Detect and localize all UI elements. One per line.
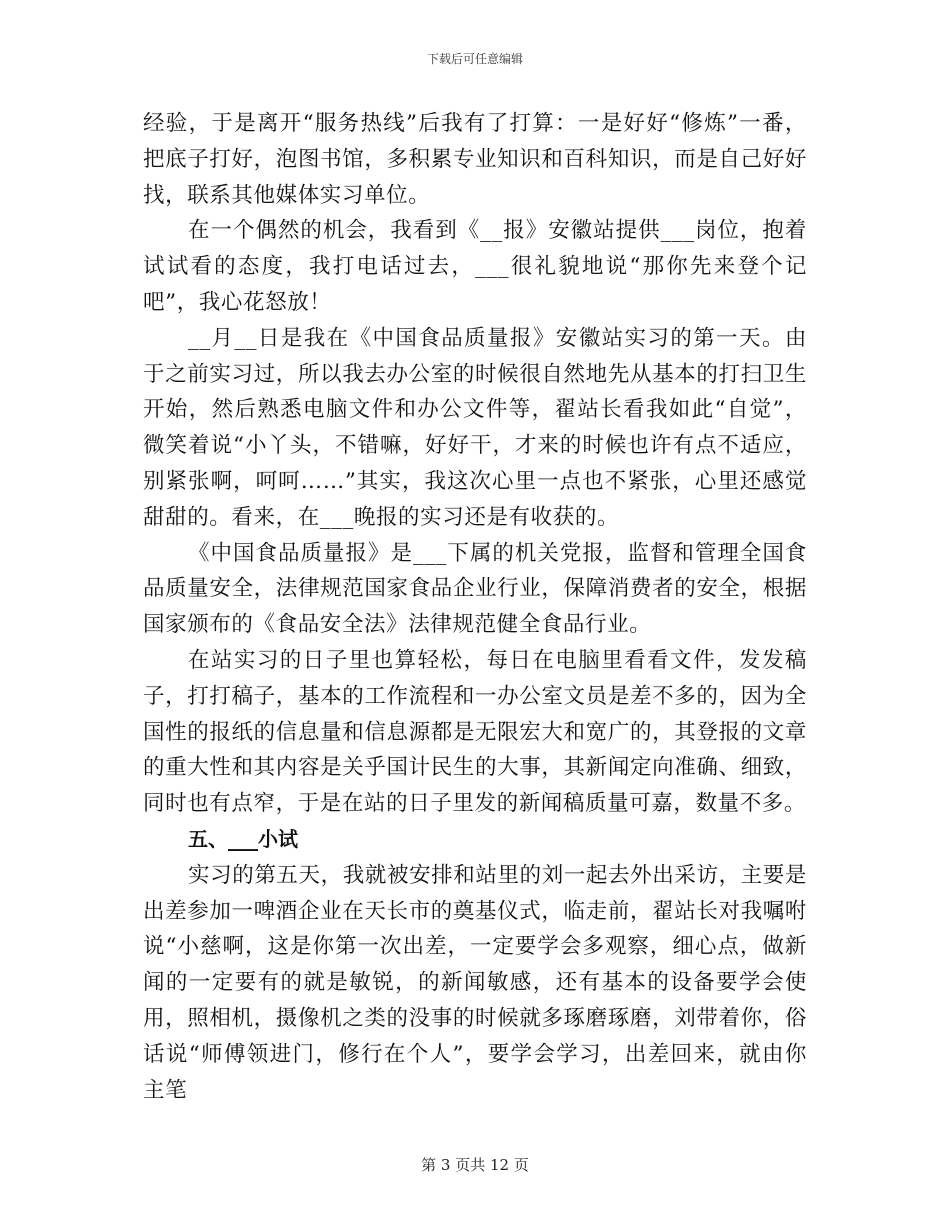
paragraph-fifth-day: 实习的第五天，我就被安排和站里的刘一起去外出采访，主要是出差参加一啤酒企业在天长市的奠基仪式，临走前，翟站长对我嘱咐说“小慈啊，这是你第一次出差，一定要学会多观察，细心点，做新闻的一定要有的就是敏锐，的新闻敏感，还有基本的设备要学会使用，照相机，摄像机之类的没事的时候就多琢磨琢磨，刘带着你，俗话说“师傅领进门，修行在个人”，要学会学习，出差回来，就由你主笔: [143, 862, 807, 1103]
paragraph-continuation: 经验，于是离开“服务热线”后我有了打算：一是好好“修炼”一番，把底子打好，泡图书馆，多积累专业知识和百科知识，而是自己好好找，联系其他媒体实习单位。: [143, 111, 807, 208]
paragraph-daily-work: 在站实习的日子里也算轻松，每日在电脑里看看文件，发发稿子，打打稿子，基本的工作流程和一办公室文员是差不多的，因为全国性的报纸的信息量和信息源都是无限宏大和宽广的，其登报的文章的重大性和其内容是关乎国计民生的大事，其新闻定向准确、细致，同时也有点窄，于是在站的日子里发的新闻稿质量可嘉，数量不多。: [143, 647, 807, 817]
document-body: [143, 106, 807, 1108]
paragraph-opportunity: 在一个偶然的机会，我看到《__报》安徽站提供___岗位，抱着试试看的态度，我打电话过去，___很礼貌地说“那你先来登个记吧”，我心花怒放！: [143, 218, 807, 315]
page-header: 下载后可任意编辑: [426, 52, 523, 66]
paragraph-newspaper-intro: 《中国食品质量报》是___下属的机关党报，监督和管理全国食品质量安全，法律规范国家食品企业行业，保障消费者的安全，根据国家颁布的《食品安全法》法律规范健全食品行业。: [143, 540, 807, 638]
section-heading: 五、___小试: [188, 826, 298, 851]
page-number: 第 3 页共 12 页: [421, 1156, 529, 1174]
paragraph-first-day: __月__日是我在《中国食品质量报》安徽站实习的第一天。由于之前实习过，所以我去办公室的时候很自然地先从基本的打扫卫生开始，然后熟悉电脑文件和办公文件等，翟站长看我如此“自觉”，微笑着说“小丫头，不错嘛，好好干，才来的时候也许有点不适应，别紧张啊，呵呵……”其实，我这次心里一点也不紧张，心里还感觉甜甜的。看来，在___晚报的实习还是有收获的。: [143, 325, 807, 530]
